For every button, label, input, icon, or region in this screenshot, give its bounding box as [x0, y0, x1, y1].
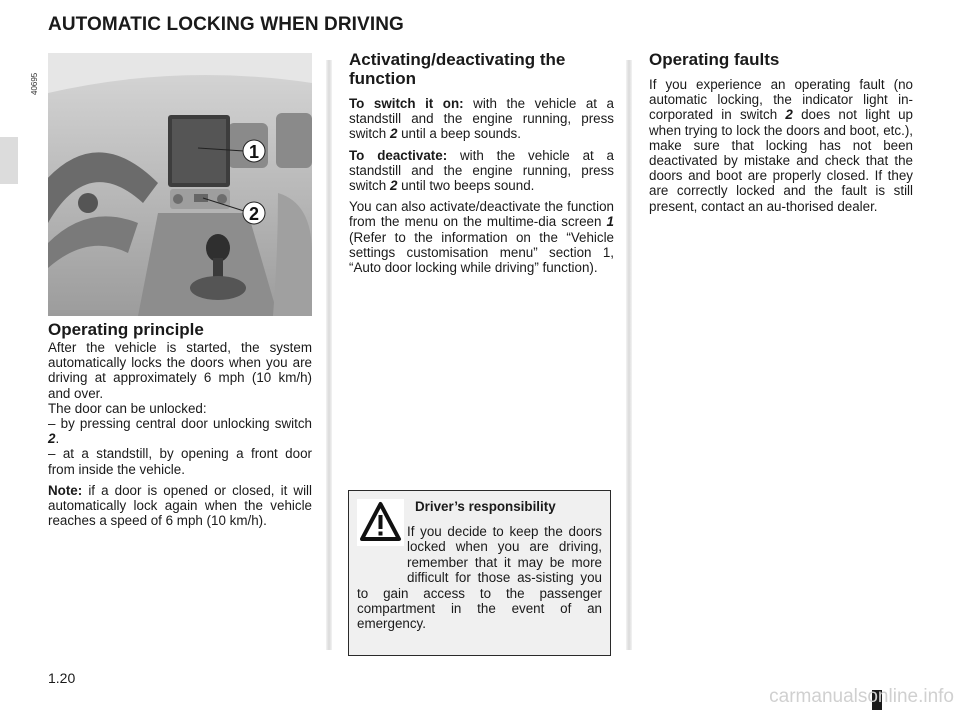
- warning-title: Driver’s responsibility: [415, 499, 556, 514]
- switch-on-text-end: until a beep sounds.: [397, 126, 521, 142]
- faults-paragraph: [649, 77, 913, 214]
- column-operating-principle: [48, 320, 312, 534]
- deactivate-paragraph: [349, 148, 614, 194]
- principle-paragraph: After the vehicle is started, the system automatically locks the doors when you are driving at approximately 6 mph (10 km/h) and over.: [48, 340, 312, 401]
- unlock-item-switch-end: .: [55, 431, 60, 447]
- page-number: 1.20: [48, 670, 76, 686]
- warning-text: [357, 524, 602, 632]
- column-divider: [626, 60, 632, 650]
- unlock-item-door: – at a standstill, by opening a front door from inside the vehicle.: [48, 446, 312, 477]
- warning-body: If you decide to keep the doors locked when you are driving, remember that it may be more difficult for those as-sisting you to gain access to the passenger compartment in the event of an emergency.: [357, 524, 602, 632]
- column-divider: [326, 60, 332, 650]
- figure-code: 40695: [30, 72, 39, 95]
- menu-paragraph: [349, 199, 614, 275]
- callout-1: 1: [248, 142, 260, 162]
- switch-ref: 2: [785, 107, 793, 123]
- note-text: if a door is opened or closed, it will automatically lock again when the vehicle reaches a speed of 6 mph (10 km/h).: [48, 482, 312, 529]
- deactivate-text-end: until two beeps sound.: [397, 178, 535, 194]
- faults-text: If you experience an operating fault (no automatic locking, the indicator light in-corporated in switch: [649, 77, 913, 123]
- note-label: Note:: [48, 482, 83, 498]
- faults-text-end: does not light up when trying to lock the doors and boot, etc.), make sure that locking has not been deactivated by mistake and check that the doors and boot are properly closed. If they are correctly locked and the fault is still present, contact an au-thorised dealer.: [649, 107, 913, 214]
- switch-on-label: To switch it on:: [349, 96, 464, 111]
- menu-text: You can also activate/deactivate the function from the menu on the multime-dia screen: [349, 199, 614, 230]
- column-operating-faults: [649, 50, 913, 220]
- watermark: carmanualsonline.info: [769, 686, 954, 707]
- screen-ref: 1: [606, 214, 614, 230]
- switch-ref: 2: [48, 431, 56, 447]
- unlock-intro: The door can be unlocked:: [48, 400, 207, 416]
- dashboard-drawing: [48, 53, 312, 316]
- dashboard-illustration: [48, 53, 312, 316]
- switch-on-text: with the vehicle at a standstill and the engine running, press switch: [349, 96, 614, 142]
- heading-activating: Activating/deactivating the function: [349, 50, 566, 88]
- switch-ref: 2: [389, 126, 398, 142]
- warning-text-wrap: [357, 524, 407, 576]
- menu-text-end: (Refer to the information on the “Vehicle settings customisation menu” section 1, “Auto door locking while driving” function).: [349, 229, 614, 276]
- unlock-item-switch-text: – by pressing central door unlocking switch: [48, 416, 312, 432]
- heading-operating-faults: Operating faults: [649, 50, 780, 69]
- deactivate-label: To deactivate:: [349, 147, 448, 163]
- unlock-item-switch: [48, 416, 312, 446]
- callout-2: 2: [248, 204, 260, 224]
- note-paragraph: [48, 483, 312, 529]
- page-title: AUTOMATIC LOCKING WHEN DRIVING: [48, 14, 404, 35]
- switch-on-paragraph: [349, 96, 614, 142]
- switch-ref: 2: [389, 178, 398, 194]
- warning-box: [348, 490, 611, 656]
- heading-operating-principle: Operating principle: [48, 320, 204, 339]
- section-tab: [0, 137, 18, 184]
- column-activating: [349, 50, 614, 281]
- deactivate-text: with the vehicle at a standstill and the engine running, press switch: [349, 147, 615, 194]
